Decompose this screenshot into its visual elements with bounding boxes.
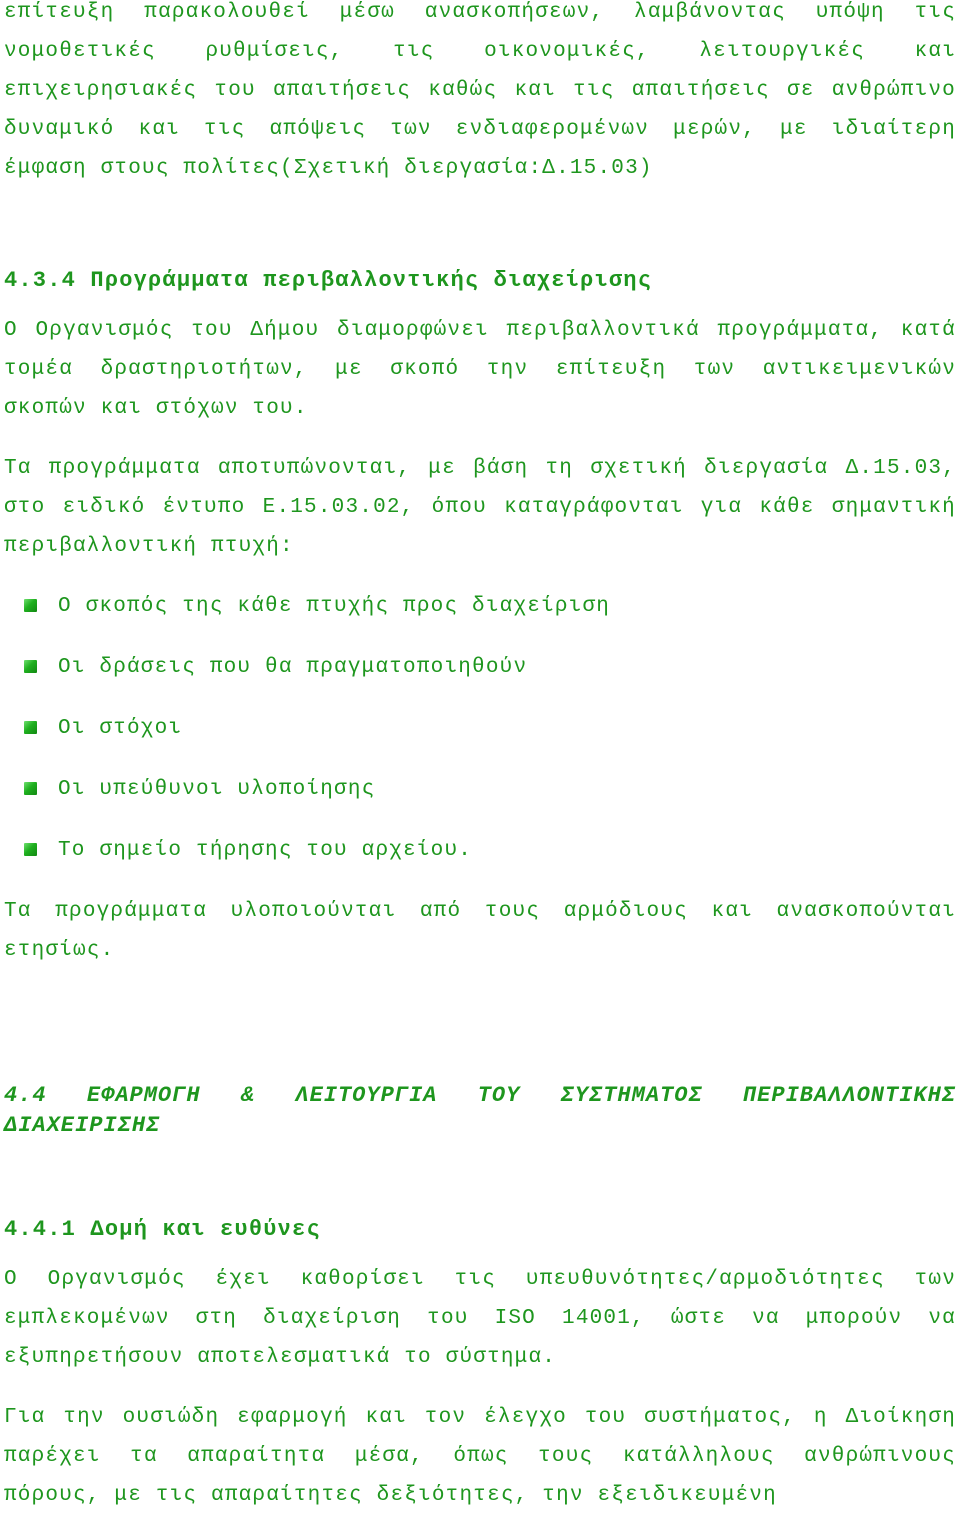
list-item	[4, 775, 956, 805]
section-4-4-1-paragraph-2: Για την ουσιώδη εφαρμογή και τον έλεγχο του συστήματος, η Διοίκηση παρέχει τα απαραίτητα μέσα, όπως τους κατάλληλους ανθρώπινους πόρους, με τις απαραίτητες δεξιότητες, την εξειδικευμένη	[4, 1406, 956, 1507]
intro-paragraph: επίτευξη παρακολουθεί μέσω ανασκοπήσεων, λαμβάνοντας υπόψη τις νομοθετικές ρυθμίσεις, τις οικονομικές, λειτουργικές και επιχειρησιακές του απαιτήσεις καθώς και τις απαιτήσεις σε ανθρώπινο δυναμικό και τις απόψεις των ενδιαφερομένων μερών, με ιδιαίτερη έμφαση στους πολίτες(Σχετική διεργασία:Δ.15.03)	[4, 1, 956, 180]
green-square-icon	[24, 599, 37, 612]
green-square-icon	[24, 660, 37, 673]
bullet-text: Οι υπεύθυνοι υλοποίησης	[58, 778, 376, 801]
section-4-3-4-heading: 4.3.4 Προγράμματα περιβαλλοντικής διαχείρισης	[4, 268, 653, 293]
section-4-4-heading-line-1: 4.4 ΕΦΑΡΜΟΓΗ & ΛΕΙΤΟΥΡΓΙΑ ΤΟΥ ΣΥΣΤΗΜΑΤΟΣ ΠΕΡΙΒΑΛΛΟΝΤΙΚΗΣ	[4, 1083, 956, 1108]
section-4-3-4-paragraph-1: Ο Οργανισμός του Δήμου διαμορφώνει περιβαλλοντικά προγράμματα, κατά τομέα δραστηριοτήτων, με σκοπό την επίτευξη των αντικειμενικών σκοπών και στόχων του.	[4, 319, 956, 420]
bullet-text: Ο σκοπός της κάθε πτυχής προς διαχείριση	[58, 595, 611, 618]
list-item	[4, 653, 956, 683]
section-4-3-4-paragraph-2: Τα προγράμματα αποτυπώνονται, με βάση τη σχετική διεργασία Δ.15.03, στο ειδικό έντυπο Ε.15.03.02, όπου καταγράφονται για κάθε σημαντική περιβαλλοντική πτυχή:	[4, 457, 956, 558]
list-item	[4, 592, 956, 622]
bullet-text: Οι στόχοι	[58, 717, 183, 740]
section-4-4-heading-line-2: ΔΙΑΧΕΙΡΙΣΗΣ	[4, 1113, 161, 1138]
section-4-3-4-paragraph-3: Τα προγράμματα υλοποιούνται από τους αρμόδιους και ανασκοπούνται ετησίως.	[4, 900, 956, 962]
green-square-icon	[24, 843, 37, 856]
section-4-4-1-paragraph-1: Ο Οργανισμός έχει καθορίσει τις υπευθυνότητες/αρμοδιότητες των εμπλεκομένων στη διαχείριση του ISO 14001, ώστε να μπορούν να εξυπηρετήσουν αποτελεσματικά το σύστημα.	[4, 1268, 956, 1369]
green-square-icon	[24, 782, 37, 795]
bullet-text: Το σημείο τήρησης του αρχείου.	[58, 839, 473, 862]
section-4-4-heading	[4, 1081, 956, 1141]
section-4-4-1-heading: 4.4.1 Δομή και ευθύνες	[4, 1217, 321, 1242]
aspect-bullet-list	[4, 592, 956, 866]
list-item	[4, 836, 956, 866]
bullet-text: Οι δράσεις που θα πραγματοποιηθούν	[58, 656, 528, 679]
green-square-icon	[24, 721, 37, 734]
list-item	[4, 714, 956, 744]
